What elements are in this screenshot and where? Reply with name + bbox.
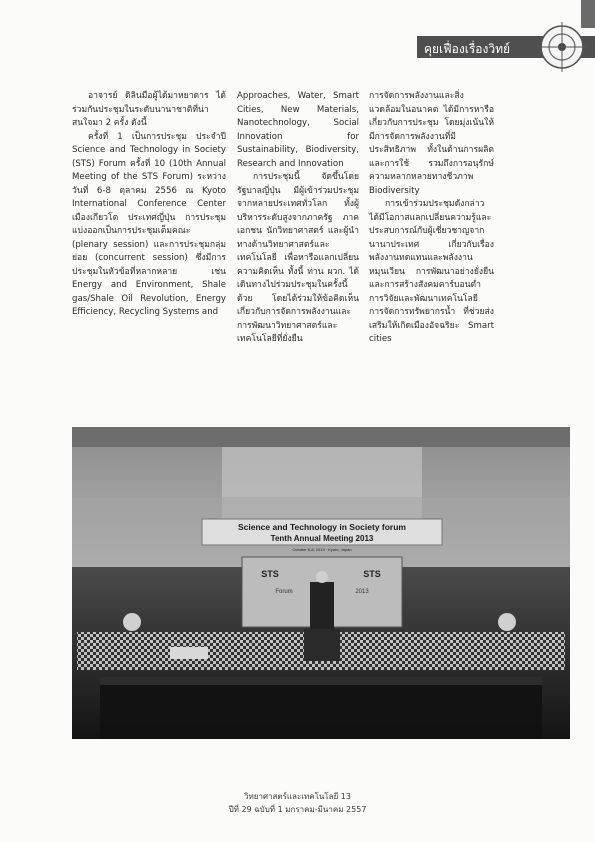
text-column-1 <box>72 90 226 320</box>
podium-forum-left: Forum <box>275 589 293 595</box>
section-title: คุยเฟื่องเรื่องวิทย์ <box>424 42 511 56</box>
paragraph-outcomes: การเข้าร่วมประชุมดังกล่าว ได้มีโอกาสแลกเปลี่ยนความรู้และประสบการณ์กับผู้เชี่ยวชาญจากนานาประเทศ เกี่ยวกับเรื่องพลังงานทดแทนและพลังงานหมุนเวียน การพัฒนาอย่างยั่งยืน และการสร้างสังคมคาร์บอนต่ำ การวิจัยและพัฒนาเทคโนโลยี การจัดการทรัพยากรน้ำ ที่ช่วยส่งเสริมให้เกิดเมืองอัจฉริยะ Smart cities <box>369 199 494 344</box>
footer-issue-info: ปีที่ 29 ฉบับที่ 1 มกราคม-มีนาคม 2557 <box>228 805 367 814</box>
paragraph-organizer: การประชุมนี้ จัดขึ้นโดยรัฐบาลญี่ปุ่น มีผู้เข้าร่วมประชุมจากหลายประเทศทั่วโลก ทั้งผู้บริหารระดับสูงจากภาครัฐ ภาคเอกชน นักวิทยาศาสตร์ และผู้นำทางด้านวิทยาศาสตร์และเทคโนโลยี เพื่อหารือแลกเปลี่ยนความคิดเห็น ทั้งนี้ ท่าน ผวก. ได้เดินทางไปร่วมประชุมในครั้งนี้ด้วย โดยได้ร่วมให้ข้อคิดเห็นเกี่ยวกับการจัดการพลังงานและการพัฒนาวิทยาศาสตร์และเทคโนโลยีที่ยั่งยืน <box>237 172 359 344</box>
compass-logo-icon <box>537 22 587 72</box>
banner-dates: October 6-8, 2013 · Kyoto, Japan <box>292 547 352 552</box>
text-column-2 <box>237 90 359 347</box>
banner-title: Science and Technology in Society forum <box>238 522 406 532</box>
podium-letters-left: STS <box>261 569 279 579</box>
podium-year: 2013 <box>355 589 369 595</box>
paragraph-intro: อาจารย์ ดิลินมือผู้ได้มาหยาดาร ได้ร่วมกันประชุมในระดับนานาชาติที่น่าสนใจมา 2 ครั้ง ดังนี้ <box>72 91 226 128</box>
conference-photo <box>72 427 570 739</box>
paragraph-topics: Approaches, Water, Smart Cities, New Materials, Nanotechnology, Social Innovation for Sustainability, Biodiversity, Research and Innovation <box>237 91 359 169</box>
paragraph-energy: การจัดการพลังงานและสิ่งแวดล้อมในอนาคต ได้มีการหารือเกี่ยวกับการประชุม โดยมุ่งเน้นให้มีการจัดการพลังงานที่มีประสิทธิภาพ ทั้งในด้านการผลิต และการใช้ รวมถึงการอนุรักษ์ความหลากหลายทางชีวภาพ Biodiversity <box>369 91 494 196</box>
footer-magazine-title: วิทยาศาสตร์และเทคโนโลยี 13 <box>244 792 351 801</box>
banner-subtitle: Tenth Annual Meeting 2013 <box>270 534 374 543</box>
text-column-3 <box>369 90 494 347</box>
paragraph-conference-1: ครั้งที่ 1 เป็นการประชุม ประจำปี Science and Technology in Society (STS) Forum ครั้งที่ 10 (10th Annual Meeting of the STS Forum) ระหว่างวันที่ 6-8 ตุลาคม 2556 ณ Kyoto International Conference Center เมืองเกียวโต ประเทศญี่ปุ่น การประชุมแบ่งออกเป็นการประชุมเต็มคณะ (plenary session) และการประชุมกลุ่มย่อย (concurrent session) ซึ่งมีการประชุมในหัวข้อที่หลากหลาย เช่น Energy and Environment, Shale gas/Shale Oil Revolution, Energy Efficiency, Recycling Systems and <box>72 131 226 317</box>
podium-letters-right: STS <box>363 569 381 579</box>
